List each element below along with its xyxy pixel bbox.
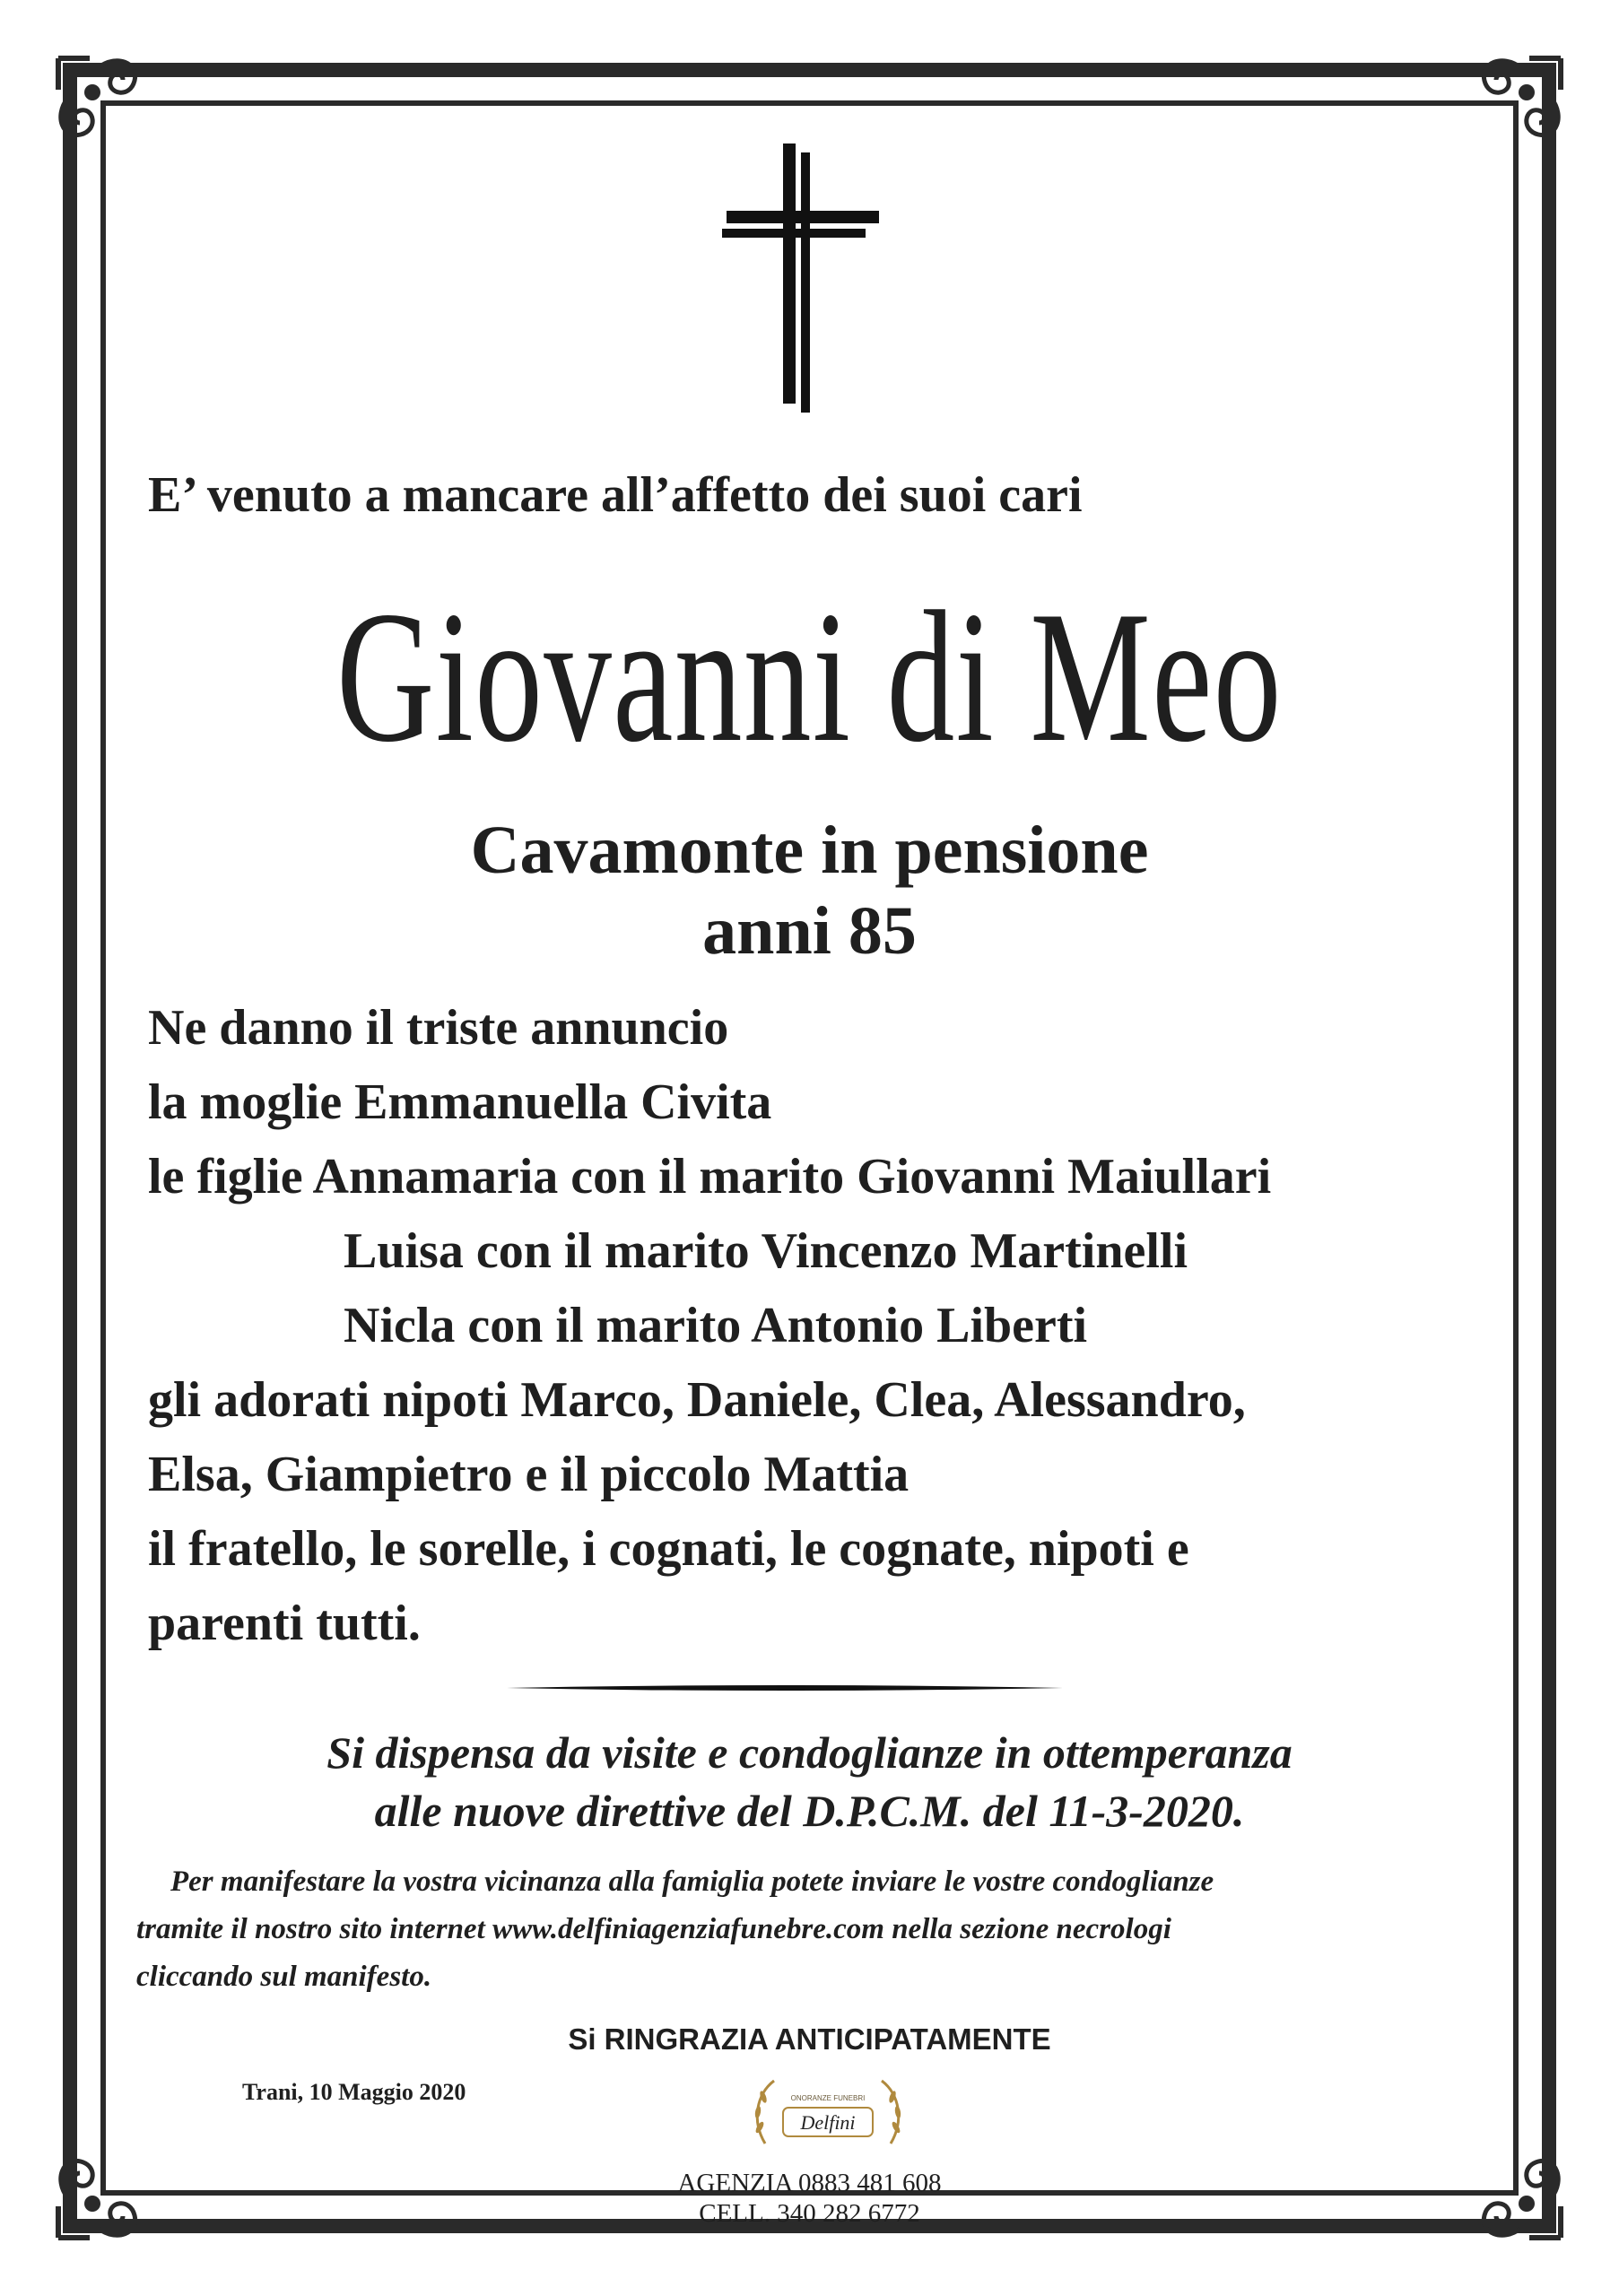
agency-cell: CELL. 340 282 6772 — [699, 2199, 920, 2228]
announcement-line: Elsa, Giampietro e il piccolo Mattia — [148, 1447, 910, 1502]
profession: Cavamonte in pensione — [470, 813, 1149, 888]
intro-line: E’ venuto a mancare all’affetto dei suoi cari — [148, 467, 1083, 523]
announcement-block — [148, 991, 1271, 1661]
notice-line: Si dispensa da visite e condoglianze in ottemperanza — [326, 1727, 1293, 1778]
agency-logo — [747, 2072, 909, 2157]
announcement-line: Luisa con il marito Vincenzo Martinelli — [344, 1223, 1188, 1279]
online-note-line: tramite il nostro sito internet www.delfiniagenziafunebre.com nella sezione necrologi — [136, 1913, 1171, 1945]
announcement-line: il fratello, le sorelle, i cognati, le cognate, nipoti e — [148, 1521, 1189, 1577]
agency-phone: AGENZIA 0883 481 608 — [677, 2169, 942, 2197]
logo-top-text: ONORANZE FUNEBRI — [790, 2094, 866, 2102]
announcement-line: Nicla con il marito Antonio Liberti — [344, 1298, 1088, 1353]
announcement-line: la moglie Emmanuella Civita — [148, 1074, 772, 1130]
online-note-line: cliccando sul manifesto. — [136, 1961, 432, 1993]
announcement-line: gli adorati nipoti Marco, Daniele, Clea, Alessandro, — [148, 1372, 1246, 1428]
corner-ornament-icon — [49, 49, 148, 148]
notice-line: alle nuove direttive del D.P.C.M. del 11-3-2020. — [374, 1786, 1245, 1836]
announcement-line: Ne danno il triste annuncio — [148, 1000, 729, 1056]
announcement-line: parenti tutti. — [148, 1596, 421, 1651]
announcement-line: le figlie Annamaria con il marito Giovanni Maiullari — [148, 1149, 1272, 1205]
age: anni 85 — [702, 893, 917, 969]
online-note-line: Per manifestare la vostra vicinanza alla famiglia potete inviare le vostre condoglianze — [170, 1866, 1214, 1898]
corner-ornament-icon — [1471, 49, 1570, 148]
cross-icon — [722, 144, 883, 413]
thanks-line: Si RINGRAZIA ANTICIPATAMENTE — [568, 2022, 1051, 2056]
deceased-name: Giovanni di Meo — [336, 573, 1283, 781]
date: Trani, 10 Maggio 2020 — [242, 2079, 466, 2105]
logo-brand: Delfini — [800, 2111, 856, 2134]
divider — [507, 1684, 1063, 1692]
